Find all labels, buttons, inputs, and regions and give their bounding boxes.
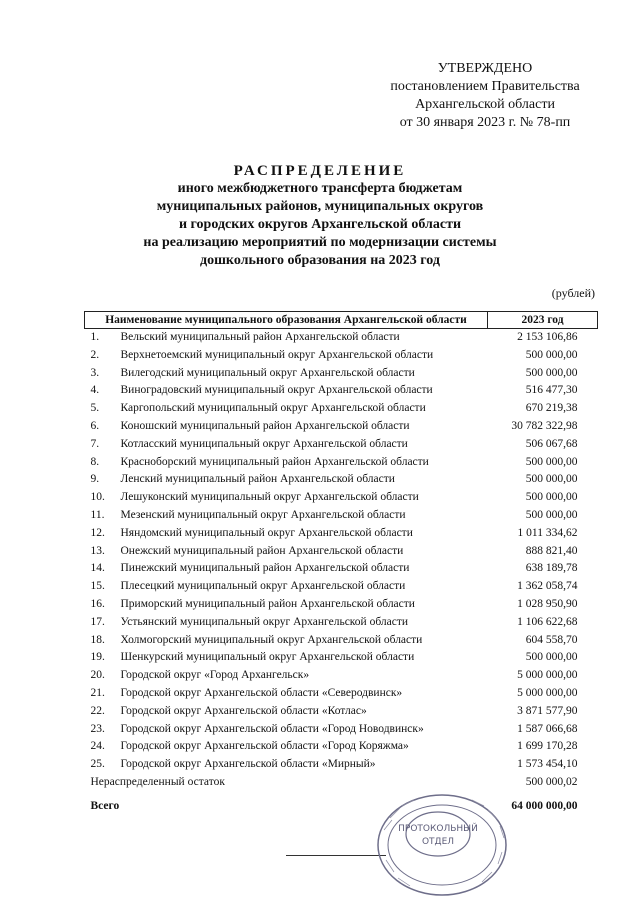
municipality-name: Котласский муниципальный округ Архангельской области bbox=[120, 437, 408, 450]
municipality-name: Приморский муниципальный район Архангельской области bbox=[120, 597, 415, 610]
municipality-name: Няндомский муниципальный округ Архангельской области bbox=[120, 526, 413, 539]
title-line: и городских округов Архангельской области bbox=[178, 217, 462, 232]
row-number: 25. bbox=[90, 758, 105, 771]
amount-2023: 500 000,00 bbox=[525, 508, 578, 521]
row-number: 9. bbox=[90, 473, 100, 486]
table-row bbox=[85, 329, 598, 347]
municipality-name: Шенкурский муниципальный округ Архангельской области bbox=[120, 651, 415, 664]
table-row bbox=[85, 454, 598, 472]
amount-2023: 30 782 322,98 bbox=[511, 419, 578, 432]
title-main: РАСПРЕДЕЛЕНИЕ bbox=[233, 163, 407, 179]
municipality-name: Красноборский муниципальный район Архангельской области bbox=[120, 455, 429, 468]
remainder-row-amount: 500 000,02 bbox=[525, 775, 578, 788]
allocation-table bbox=[84, 311, 598, 816]
amount-2023: 500 000,00 bbox=[525, 455, 578, 468]
municipality-name: Устьянский муниципальный округ Архангельской области bbox=[120, 615, 409, 628]
municipality-name: Верхнетоемский муниципальный округ Архангельской области bbox=[120, 348, 434, 361]
amount-2023: 670 219,38 bbox=[525, 402, 578, 415]
table-row bbox=[85, 507, 598, 525]
row-number: 19. bbox=[90, 651, 105, 664]
row-number: 6. bbox=[90, 419, 100, 432]
total-row bbox=[85, 792, 598, 816]
table-row bbox=[85, 400, 598, 418]
table-row bbox=[85, 382, 598, 400]
table-row bbox=[85, 436, 598, 454]
municipality-name: Вилегодский муниципальный округ Архангельской области bbox=[120, 366, 415, 379]
row-number: 11. bbox=[90, 508, 105, 521]
row-number: 12. bbox=[90, 526, 105, 539]
amount-2023: 1 573 454,10 bbox=[517, 758, 578, 771]
signature-line bbox=[286, 855, 386, 856]
row-number: 17. bbox=[90, 615, 105, 628]
row-number: 3. bbox=[90, 366, 100, 379]
stamp-text-line-2: ОТДЕЛ bbox=[421, 837, 455, 847]
amount-2023: 5 000 000,00 bbox=[517, 686, 578, 699]
amount-2023: 3 871 577,90 bbox=[517, 704, 578, 717]
amount-2023: 506 067,68 bbox=[525, 437, 578, 450]
row-number: 16. bbox=[90, 597, 105, 610]
municipality-name: Плесецкий муниципальный округ Архангельской области bbox=[120, 580, 406, 593]
table-row bbox=[85, 418, 598, 436]
municipality-name: Ленский муниципальный район Архангельской области bbox=[120, 473, 395, 486]
row-number: 1. bbox=[90, 331, 100, 343]
table-row bbox=[85, 614, 598, 632]
municipality-name: Городской округ Архангельской области «Северодвинск» bbox=[120, 686, 403, 699]
table-row bbox=[85, 685, 598, 703]
amount-2023: 5 000 000,00 bbox=[517, 669, 578, 682]
table-row bbox=[85, 632, 598, 650]
row-number: 10. bbox=[90, 491, 105, 504]
municipality-name: Городской округ Архангельской области «Котлас» bbox=[120, 704, 367, 717]
amount-2023: 1 011 334,62 bbox=[517, 526, 578, 539]
municipality-name: Виноградовский муниципальный округ Архангельской области bbox=[120, 384, 433, 397]
table-row bbox=[85, 738, 598, 756]
row-number: 15. bbox=[90, 580, 105, 593]
municipality-name: Мезенский муниципальный округ Архангельской области bbox=[120, 508, 406, 521]
municipality-name: Городской округ Архангельской области «Город Коряжма» bbox=[120, 740, 409, 753]
row-number: 8. bbox=[90, 455, 100, 468]
approval-line: постановлением Правительства bbox=[390, 79, 580, 94]
municipality-name: Коношский муниципальный район Архангельской области bbox=[120, 419, 410, 432]
row-number: 2. bbox=[90, 348, 100, 361]
amount-2023: 1 362 058,74 bbox=[517, 580, 578, 593]
approval-date: от 30 января 2023 г. № 78-пп bbox=[399, 115, 571, 130]
header-name-column: Наименование муниципального образования Архангельской области bbox=[85, 312, 488, 329]
amount-2023: 1 587 066,68 bbox=[517, 722, 578, 735]
title-line: иного межбюджетного трансферта бюджетам bbox=[177, 181, 463, 196]
amount-2023: 500 000,00 bbox=[525, 366, 578, 379]
amount-2023: 1 106 622,68 bbox=[517, 615, 578, 628]
row-number: 20. bbox=[90, 669, 105, 682]
amount-2023: 2 153 106,86 bbox=[517, 331, 578, 343]
table-row bbox=[85, 525, 598, 543]
row-number: 14. bbox=[90, 562, 105, 575]
amount-2023: 1 699 170,28 bbox=[517, 740, 578, 753]
municipality-name: Городской округ Архангельской области «Мирный» bbox=[120, 758, 376, 771]
table-row bbox=[85, 721, 598, 739]
total-row-amount: 64 000 000,00 bbox=[511, 799, 578, 812]
stamp-text-line-1: ПРОТОКОЛЬНЫЙ bbox=[398, 824, 478, 834]
table-row bbox=[85, 667, 598, 685]
table-row bbox=[85, 471, 598, 489]
municipality-name: Вельский муниципальный район Архангельской области bbox=[120, 331, 400, 343]
title-line: дошкольного образования на 2023 год bbox=[200, 253, 440, 268]
table-row bbox=[85, 703, 598, 721]
municipality-name: Лешуконский муниципальный округ Архангельской области bbox=[120, 491, 419, 504]
total-row-label: Всего bbox=[90, 799, 120, 812]
table-header-row bbox=[85, 312, 598, 329]
table-row bbox=[85, 489, 598, 507]
approval-line: Архангельской области bbox=[415, 97, 555, 112]
title-line: на реализацию мероприятий по модернизации системы bbox=[143, 235, 497, 250]
title-line: муниципальных районов, муниципальных округов bbox=[156, 199, 484, 214]
table-row bbox=[85, 543, 598, 561]
row-number: 24. bbox=[90, 740, 105, 753]
row-number: 5. bbox=[90, 402, 100, 415]
row-number: 22. bbox=[90, 704, 105, 717]
unit-label: (рублей) bbox=[551, 286, 595, 300]
row-number: 21. bbox=[90, 686, 105, 699]
protocol-department-stamp bbox=[372, 790, 512, 900]
table-row bbox=[85, 578, 598, 596]
amount-2023: 500 000,00 bbox=[525, 491, 578, 504]
amount-2023: 516 477,30 bbox=[525, 384, 578, 397]
municipality-name: Каргопольский муниципальный округ Архангельской области bbox=[120, 402, 426, 415]
table-row bbox=[85, 560, 598, 578]
row-number: 7. bbox=[90, 437, 100, 450]
municipality-name: Онежский муниципальный район Архангельской области bbox=[120, 544, 404, 557]
amount-2023: 604 558,70 bbox=[525, 633, 578, 646]
municipality-name: Пинежский муниципальный район Архангельской области bbox=[120, 562, 410, 575]
row-number: 23. bbox=[90, 722, 105, 735]
header-year-column: 2023 год bbox=[488, 312, 598, 329]
municipality-name: Холмогорский муниципальный округ Архангельской области bbox=[120, 633, 423, 646]
remainder-row bbox=[85, 774, 598, 792]
table-row bbox=[85, 649, 598, 667]
table-row bbox=[85, 756, 598, 774]
table-row bbox=[85, 347, 598, 365]
amount-2023: 500 000,00 bbox=[525, 348, 578, 361]
approval-block bbox=[360, 60, 610, 132]
municipality-name: Городской округ «Город Архангельск» bbox=[120, 669, 310, 682]
table-row bbox=[85, 596, 598, 614]
row-number: 18. bbox=[90, 633, 105, 646]
table-row bbox=[85, 365, 598, 383]
municipality-name: Городской округ Архангельской области «Город Новодвинск» bbox=[120, 722, 424, 735]
amount-2023: 500 000,00 bbox=[525, 651, 578, 664]
amount-2023: 638 189,78 bbox=[525, 562, 578, 575]
approval-title: УТВЕРЖДЕНО bbox=[437, 61, 533, 76]
remainder-row-label: Нераспределенный остаток bbox=[90, 775, 225, 788]
row-number: 13. bbox=[90, 544, 105, 557]
row-number: 4. bbox=[90, 384, 100, 397]
amount-2023: 1 028 950,90 bbox=[517, 597, 578, 610]
amount-2023: 888 821,40 bbox=[525, 544, 578, 557]
amount-2023: 500 000,00 bbox=[525, 473, 578, 486]
document-title bbox=[60, 162, 580, 270]
